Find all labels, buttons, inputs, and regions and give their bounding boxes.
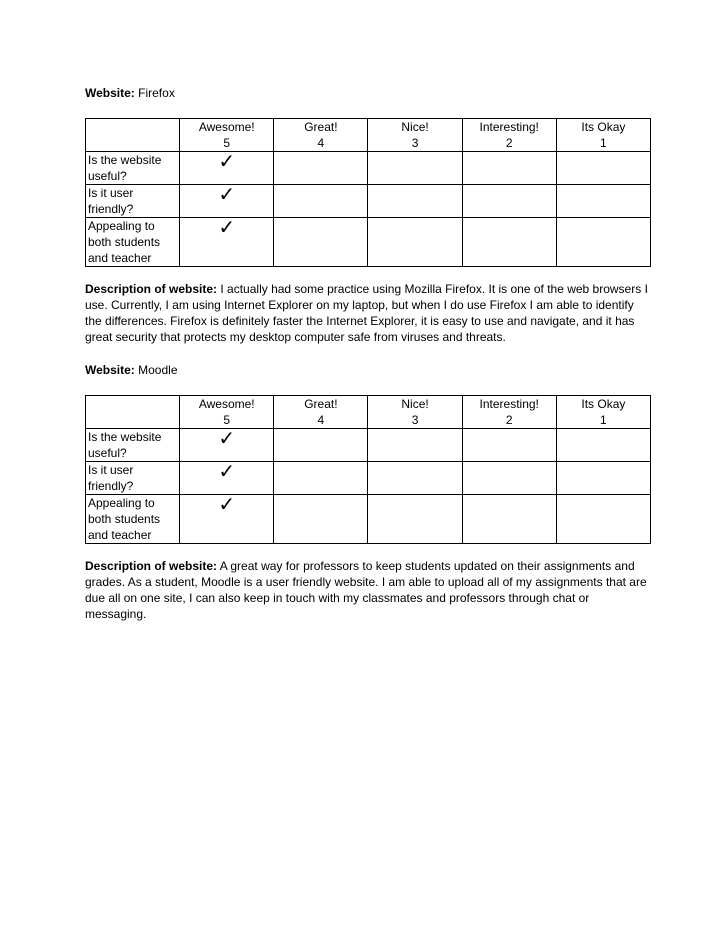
rating-cell xyxy=(556,462,650,495)
rating-cell xyxy=(368,152,462,185)
checkmark-icon: ✓ xyxy=(218,426,236,450)
rating-score: 5 xyxy=(223,413,231,427)
website-section-moodle xyxy=(85,362,178,378)
rating-cell xyxy=(274,462,368,495)
rubric-criterion-row xyxy=(86,495,651,544)
website-description xyxy=(85,281,651,345)
rubric-criterion-row xyxy=(86,218,651,267)
criterion-label: Is it user friendly? xyxy=(86,462,180,495)
rating-label: Nice! xyxy=(401,397,429,411)
rating-label: Great! xyxy=(304,120,338,134)
rubric-corner-cell xyxy=(86,396,180,429)
criterion-label: Appealing to both students and teacher xyxy=(86,218,180,267)
rating-cell xyxy=(274,495,368,544)
rubric-table-firefox xyxy=(85,118,651,267)
rating-cell xyxy=(368,429,462,462)
rating-header xyxy=(274,119,368,152)
checkmark-icon: ✓ xyxy=(218,149,236,173)
rating-score: 2 xyxy=(505,136,513,150)
rating-cell xyxy=(180,459,274,495)
rating-label: Its Okay xyxy=(581,397,626,411)
criterion-label: Appealing to both students and teacher xyxy=(86,495,180,544)
rating-cell xyxy=(368,218,462,267)
rating-label: Interesting! xyxy=(479,397,539,411)
rubric-header-row xyxy=(86,396,651,429)
rating-header xyxy=(556,396,650,429)
description-text: I actually had some practice using Mozilla Firefox. It is one of the web browsers I use. Currently, I am using Internet Explorer on my laptop, but when I do use Firefox I am able to identify the differences. Firefox is definitely faster the Internet Explorer, it is easy to use and navigate, and it has great security that protects my desktop computer safe from viruses and threats. xyxy=(85,282,648,344)
rubric-table xyxy=(85,118,651,267)
website-label: Website: xyxy=(85,363,135,377)
rating-score: 3 xyxy=(411,413,419,427)
description-firefox xyxy=(85,281,651,345)
rating-label: Its Okay xyxy=(581,120,626,134)
rating-cell xyxy=(462,495,556,544)
rating-cell xyxy=(180,215,274,267)
rating-header xyxy=(462,119,556,152)
rating-header xyxy=(180,396,274,429)
rating-header xyxy=(462,396,556,429)
rating-cell xyxy=(462,152,556,185)
website-section-firefox xyxy=(85,85,175,101)
rating-score: 1 xyxy=(600,413,607,427)
rating-cell xyxy=(368,185,462,218)
rating-cell xyxy=(180,492,274,544)
checkmark-icon: ✓ xyxy=(218,215,236,239)
rating-score: 3 xyxy=(411,136,419,150)
rating-label: Interesting! xyxy=(479,120,539,134)
rating-header xyxy=(368,396,462,429)
checkmark-icon: ✓ xyxy=(218,459,236,483)
rating-score: 5 xyxy=(223,136,231,150)
rating-score: 1 xyxy=(600,136,607,150)
description-text: A great way for professors to keep students updated on their assignments and grades. As a student, Moodle is a user friendly website. I am able to upload all of my assignments that are due all on one site, I can also keep in touch with my classmates and professors through chat or messaging. xyxy=(85,559,647,621)
rating-cell xyxy=(556,185,650,218)
rating-cell xyxy=(180,149,274,185)
rating-cell xyxy=(368,462,462,495)
checkmark-icon: ✓ xyxy=(218,182,236,206)
criterion-label: Is it user friendly? xyxy=(86,185,180,218)
website-description xyxy=(85,558,651,622)
rating-cell xyxy=(462,462,556,495)
rating-cell xyxy=(274,218,368,267)
description-label: Description of website: xyxy=(85,559,218,573)
rubric-table xyxy=(85,395,651,544)
rating-cell xyxy=(556,152,650,185)
rating-cell xyxy=(556,218,650,267)
rating-header xyxy=(274,396,368,429)
rating-cell xyxy=(556,495,650,544)
rating-cell xyxy=(180,182,274,218)
rating-score: 4 xyxy=(317,136,325,150)
rating-cell xyxy=(180,426,274,462)
rubric-criterion-row xyxy=(86,152,651,185)
rating-cell xyxy=(556,429,650,462)
checkmark-icon: ✓ xyxy=(218,492,236,516)
rubric-corner-cell xyxy=(86,119,180,152)
rating-header xyxy=(368,119,462,152)
rating-score: 4 xyxy=(317,413,325,427)
rubric-criterion-row xyxy=(86,429,651,462)
rating-cell xyxy=(462,429,556,462)
rubric-criterion-row xyxy=(86,462,651,495)
rubric-table-moodle xyxy=(85,395,651,544)
rating-header xyxy=(556,119,650,152)
website-heading xyxy=(85,362,178,378)
website-label: Website: xyxy=(85,86,135,100)
rating-cell xyxy=(368,495,462,544)
rating-cell xyxy=(462,218,556,267)
description-moodle xyxy=(85,558,651,622)
rating-cell xyxy=(274,429,368,462)
rating-label: Great! xyxy=(304,397,338,411)
rating-header xyxy=(180,119,274,152)
rating-label: Awesome! xyxy=(198,120,255,134)
rubric-header-row xyxy=(86,119,651,152)
rating-cell xyxy=(274,185,368,218)
description-label: Description of website: xyxy=(85,282,218,296)
website-heading xyxy=(85,85,175,101)
rubric-criterion-row xyxy=(86,185,651,218)
rating-cell xyxy=(274,152,368,185)
criterion-label: Is the website useful? xyxy=(86,152,180,185)
website-name: Firefox xyxy=(138,86,175,100)
website-name: Moodle xyxy=(138,363,178,377)
rating-cell xyxy=(462,185,556,218)
rating-label: Nice! xyxy=(401,120,429,134)
rating-score: 2 xyxy=(505,413,513,427)
rating-label: Awesome! xyxy=(198,397,255,411)
criterion-label: Is the website useful? xyxy=(86,429,180,462)
